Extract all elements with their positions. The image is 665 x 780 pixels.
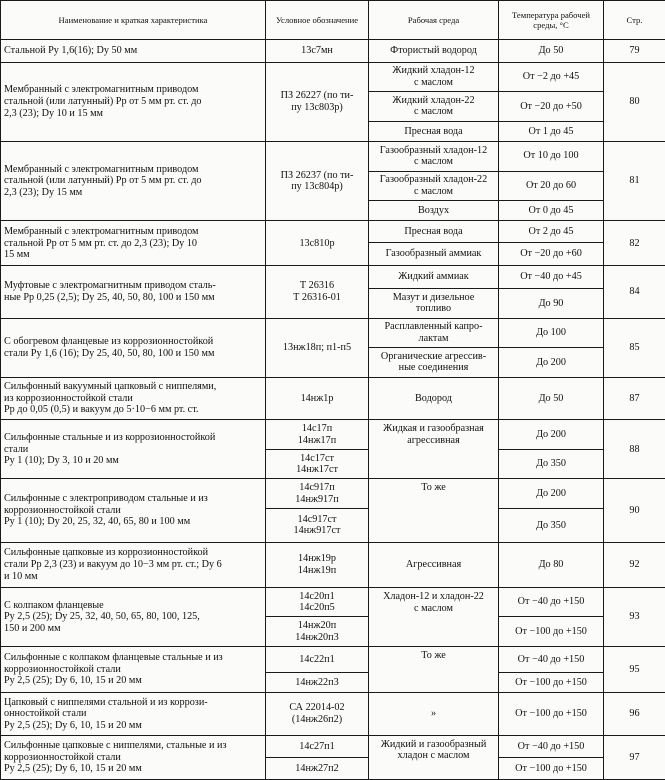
medium-temperature: До 350 <box>499 449 604 479</box>
groups.0.rows.0.medium-line: Фтористый водород <box>390 44 477 56</box>
page-number: 81 <box>604 141 665 220</box>
groups.8.shared_medium-line: То же <box>421 482 446 494</box>
medium-temperature: До 200 <box>499 420 604 450</box>
medium-temperature: До 100 <box>499 318 604 348</box>
medium-temperature: От −2 до +45 <box>499 62 604 92</box>
groups.2.rows.1.medium-line: с маслом <box>414 185 453 197</box>
groups.8.rows.0.code-line: 14нж917п <box>295 493 339 505</box>
medium-temperature: От −100 до +150 <box>499 693 604 736</box>
item-code <box>266 377 369 420</box>
medium-temperature: От −40 до +150 <box>499 647 604 673</box>
groups.5.rows.1.medium-line: ные соединения <box>398 362 469 374</box>
groups.10.rows.1.code-line: 14нж20п <box>297 620 337 632</box>
working-medium <box>369 121 499 141</box>
page-number: 87 <box>604 377 665 420</box>
groups.7.rows.0.code-line: 14с17п <box>301 422 333 434</box>
item-description <box>1 141 266 220</box>
groups.12.rows.0.medium-line: » <box>430 708 437 720</box>
groups.3.code-line: 13с810р <box>299 237 335 249</box>
medium-temperature: От 2 до 45 <box>499 221 604 242</box>
groups.3.desc-line: стальной Pр от 5 мм рт. ст. до 2,3 (23); Dу 10 <box>4 237 198 249</box>
groups.9.desc-line: и 10 мм <box>4 570 38 582</box>
groups.7.desc-line: Pу 1 (10); Dу 3, 10 и 20 мм <box>4 455 119 467</box>
item-code <box>266 508 369 542</box>
item-description <box>1 221 266 266</box>
medium-temperature: От 20 до 60 <box>499 171 604 201</box>
table-row <box>1 735 665 758</box>
item-code <box>266 758 369 780</box>
groups.5.rows.0.medium-line: лактам <box>418 332 449 344</box>
groups.8.rows.1.code-line: 14с917ст <box>297 513 337 525</box>
item-description <box>1 542 266 587</box>
groups.11.desc-line: Pу 2,5 (25); Dу 6, 10, 15 и 20 мм <box>4 675 142 687</box>
item-code <box>266 479 369 509</box>
item-description <box>1 377 266 420</box>
table-row <box>1 420 665 450</box>
item-description <box>1 420 266 479</box>
item-code <box>266 40 369 63</box>
groups.5.code-line: 13нж18п; п1-п5 <box>282 341 352 353</box>
item-code <box>266 672 369 692</box>
working-medium <box>369 40 499 63</box>
groups.4.rows.1.medium-line: топливо <box>415 303 452 315</box>
table-row <box>1 266 665 289</box>
item-code <box>266 693 369 736</box>
groups.12.desc-line: Pу 2,5 (25); Dу 6, 10, 15 и 20 мм <box>4 719 142 731</box>
groups.12.desc-line: Цапковый с ниппелями стальной и из коррози- <box>4 696 208 708</box>
page-number: 82 <box>604 221 665 266</box>
table-row <box>1 542 665 587</box>
working-medium <box>369 318 499 348</box>
groups.6.rows.0.medium-line: Водород <box>415 392 452 404</box>
groups.10.rows.0.code-line: 14с20п5 <box>299 602 335 614</box>
table-row <box>1 221 665 242</box>
groups.2.rows.1.medium-line: Газообразный хладон-22 <box>379 174 488 186</box>
groups.13.rows.0.code-line: 14с27п1 <box>299 740 335 752</box>
medium-temperature: От −100 до +150 <box>499 617 604 647</box>
header-code: Условное обозначение <box>266 1 369 40</box>
groups.5.desc-line: С обогревом фланцевые из коррозионностойкой <box>4 336 214 348</box>
medium-temperature: До 50 <box>499 377 604 420</box>
groups.0.code-line: 13с7мн <box>301 44 333 56</box>
groups.8.desc-line: Pу 1 (10); Dу 20, 25, 32, 40, 65, 80 и 100 мм <box>4 516 191 528</box>
working-medium <box>369 420 499 479</box>
groups.1.rows.2.medium-line: Пресная вода <box>404 125 463 137</box>
groups.3.desc-line: Мембранный с электромагнитным приводом <box>4 226 199 238</box>
groups.2.desc-line: Мембранный с электромагнитным приводом <box>4 163 199 175</box>
groups.9.desc-line: Сильфонные цапковые из коррозионностойкой <box>4 547 209 559</box>
page-number: 92 <box>604 542 665 587</box>
groups.1.code-line: пу 13с803р) <box>291 101 343 113</box>
groups.2.desc-line: стальной (или латунный) Pр от 5 мм рт. ст. до <box>4 175 202 187</box>
item-description <box>1 587 266 646</box>
groups.2.code-line: пу 13с804р) <box>291 181 343 193</box>
groups.2.code-line: ПЗ 26237 (по ти- <box>280 169 354 181</box>
page-number: 97 <box>604 735 665 779</box>
medium-temperature: До 200 <box>499 348 604 378</box>
groups.7.rows.0.code-line: 14нж17п <box>297 434 337 446</box>
groups.4.code-line: Т 26316-01 <box>293 292 341 304</box>
groups.13.desc-line: Pу 2,5 (25); Dу 6, 10, 15 и 20 мм <box>4 763 142 775</box>
groups.10.rows.1.code-line: 14нж20п3 <box>295 631 339 643</box>
working-medium <box>369 171 499 201</box>
groups.1.rows.1.medium-line: с маслом <box>414 106 453 118</box>
groups.3.desc-line: 15 мм <box>4 249 30 261</box>
working-medium <box>369 289 499 319</box>
item-code <box>266 449 369 479</box>
medium-temperature: До 90 <box>499 289 604 319</box>
groups.6.desc-line: из коррозионностойкой стали <box>4 392 133 404</box>
item-description <box>1 693 266 736</box>
groups.2.desc-line: 2,3 (23); Dу 15 мм <box>4 186 83 198</box>
groups.2.rows.2.medium-line: Воздух <box>417 204 450 216</box>
table-row <box>1 479 665 509</box>
page-number: 84 <box>604 266 665 318</box>
item-code <box>266 266 369 318</box>
working-medium <box>369 542 499 587</box>
groups.6.code-line: 14нж1р <box>300 392 334 404</box>
page-number: 90 <box>604 479 665 542</box>
item-code <box>266 617 369 647</box>
item-description <box>1 647 266 693</box>
medium-temperature: От 10 до 100 <box>499 141 604 171</box>
groups.4.desc-line: Муфтовые с электромагнитным приводом сталь- <box>4 280 216 292</box>
groups.9.code-line: 14нж19п <box>297 564 337 576</box>
page-number: 79 <box>604 40 665 63</box>
groups.1.rows.1.medium-line: Жидкий хладон-22 <box>392 94 475 106</box>
groups.1.rows.0.medium-line: Жидкий хладон-12 <box>392 65 475 77</box>
groups.11.desc-line: Сильфонные с колпаком фланцевые стальные и из <box>4 652 223 664</box>
working-medium <box>369 221 499 242</box>
groups.2.rows.0.medium-line: с маслом <box>414 156 453 168</box>
groups.1.desc-line: 2,3 (23); Dу 10 и 15 мм <box>4 107 103 119</box>
groups.11.rows.0.code-line: 14с22п1 <box>299 653 335 665</box>
groups.7.shared_medium-line: Жидкая и газообразная <box>383 423 484 435</box>
groups.8.desc-line: Сильфонные с электроприводом стальные и из <box>4 493 208 505</box>
groups.11.rows.1.code-line: 14нж22п3 <box>295 676 339 688</box>
medium-temperature: До 200 <box>499 479 604 509</box>
groups.7.desc-line: Сильфонные стальные и из коррозионностойкой <box>4 431 216 443</box>
working-medium <box>369 141 499 171</box>
item-description <box>1 735 266 779</box>
groups.2.rows.0.medium-line: Газообразный хладон-12 <box>379 144 488 156</box>
groups.10.rows.0.code-line: 14с20п1 <box>299 590 335 602</box>
working-medium <box>369 587 499 646</box>
medium-temperature: От −100 до +150 <box>499 672 604 692</box>
item-description <box>1 266 266 318</box>
medium-temperature: До 50 <box>499 40 604 63</box>
page-number: 95 <box>604 647 665 693</box>
groups.10.shared_medium-line: Хладон-12 и хладон-22 <box>383 590 484 602</box>
table-row <box>1 62 665 92</box>
groups.3.rows.0.medium-line: Пресная вода <box>404 225 463 237</box>
groups.8.rows.1.code-line: 14нж917ст <box>293 525 341 537</box>
header-name: Наименование и краткая характеристика <box>1 1 266 40</box>
table-row <box>1 318 665 348</box>
groups.4.code-line: Т 26316 <box>299 280 335 292</box>
item-code <box>266 318 369 377</box>
groups.3.rows.1.medium-line: Газообразный аммиак <box>385 248 482 260</box>
header-page: Стр. <box>604 1 665 40</box>
medium-temperature: До 350 <box>499 508 604 542</box>
groups.5.rows.1.medium-line: Органические агрессив- <box>380 350 487 362</box>
header-temp: Температура рабочей среды, °С <box>499 1 604 40</box>
working-medium <box>369 735 499 779</box>
page-number: 85 <box>604 318 665 377</box>
table-body <box>1 40 665 780</box>
working-medium <box>369 266 499 289</box>
groups.5.rows.0.medium-line: Расплавленный капро- <box>384 321 483 333</box>
item-description <box>1 62 266 141</box>
groups.4.desc-line: ные Pр 0,25 (2,5); Dу 25, 40, 50, 80, 100 и 150 мм <box>4 292 215 304</box>
groups.11.shared_medium-line: То же <box>421 650 446 661</box>
groups.5.desc-line: стали Pу 1,6 (16); Dу 25, 40, 50, 80, 100 и 150 мм <box>4 347 215 359</box>
groups.11.desc-line: коррозионностойкой стали <box>4 663 121 675</box>
working-medium <box>369 693 499 736</box>
groups.9.desc-line: стали Pр 2,3 (23) и вакуум до 10−3 мм рт. ст.; Dу 6 <box>4 559 222 571</box>
groups.7.rows.1.code-line: 14с17ст <box>300 452 334 464</box>
medium-temperature: От −40 до +150 <box>499 587 604 617</box>
medium-temperature: От −20 до +50 <box>499 92 604 122</box>
groups.9.rows.0.medium-line: Агрессивная <box>405 559 462 571</box>
item-code <box>266 542 369 587</box>
groups.9.code-line: 14нж19р <box>298 553 336 565</box>
item-code <box>266 62 369 141</box>
medium-temperature: От −40 до +150 <box>499 735 604 758</box>
page-number: 80 <box>604 62 665 141</box>
groups.7.rows.1.code-line: 14нж17ст <box>296 464 338 476</box>
table-row <box>1 40 665 63</box>
medium-temperature: От −20 до +60 <box>499 242 604 266</box>
groups.1.code-line: ПЗ 26227 (по ти- <box>280 90 354 102</box>
page-number: 88 <box>604 420 665 479</box>
item-code <box>266 735 369 758</box>
medium-temperature: От 1 до 45 <box>499 121 604 141</box>
medium-temperature: От −100 до +150 <box>499 758 604 780</box>
working-medium <box>369 647 499 693</box>
groups.8.rows.0.code-line: 14с917п <box>299 482 335 494</box>
working-medium <box>369 242 499 266</box>
item-code <box>266 420 369 450</box>
groups.6.desc-line: Pр до 0,05 (0,5) и вакуум до 5·10−6 мм рт. ст. <box>4 404 199 416</box>
groups.12.code-line: (14нж26п2) <box>291 714 343 726</box>
groups.13.desc-line: коррозионностойкой стали <box>4 751 121 763</box>
groups.0.desc-line: Стальной Pу 1,6(16); Dу 50 мм <box>4 44 138 56</box>
groups.10.shared_medium-line: с маслом <box>414 602 453 614</box>
page-number: 96 <box>604 693 665 736</box>
groups.13.shared_medium-line: Жидкий и газообразный <box>380 738 487 750</box>
groups.10.desc-line: С колпаком фланцевые <box>4 599 104 611</box>
working-medium <box>369 201 499 221</box>
table-header-row <box>1 1 665 40</box>
item-description <box>1 318 266 377</box>
item-code <box>266 141 369 220</box>
groups.6.desc-line: Сильфонный вакуумный цапковый с ниппелями, <box>4 381 217 393</box>
item-code <box>266 647 369 673</box>
groups.13.desc-line: Сильфонные цапковые с ниппелями, стальные и из <box>4 740 227 752</box>
groups.10.desc-line: Pу 2,5 (25); Dу 25, 32, 40, 50, 65, 80, 100, 125, <box>4 611 200 623</box>
working-medium <box>369 377 499 420</box>
groups.12.desc-line: онностойкой стали <box>4 708 87 720</box>
working-medium <box>369 92 499 122</box>
working-medium <box>369 479 499 542</box>
medium-temperature: От 0 до 45 <box>499 201 604 221</box>
groups.1.rows.0.medium-line: с маслом <box>414 76 453 88</box>
working-medium <box>369 348 499 378</box>
groups.7.shared_medium-line: агрессивная <box>407 434 460 446</box>
groups.10.desc-line: 150 и 200 мм <box>4 622 61 634</box>
page-number: 93 <box>604 587 665 646</box>
groups.4.rows.0.medium-line: Жидкий аммиак <box>398 271 469 283</box>
item-description <box>1 40 266 63</box>
groups.1.desc-line: Мембранный с электромагнитным приводом <box>4 84 199 96</box>
groups.12.code-line: СА 22014-02 <box>289 702 345 714</box>
groups.13.rows.1.code-line: 14нж27п2 <box>295 762 339 774</box>
table-row <box>1 693 665 736</box>
groups.1.desc-line: стальной (или латунный) Pр от 5 мм рт. ст. до <box>4 95 202 107</box>
item-description <box>1 479 266 542</box>
item-code <box>266 587 369 617</box>
table-row <box>1 587 665 617</box>
table-row <box>1 141 665 171</box>
groups.7.desc-line: стали <box>4 443 29 455</box>
groups.13.shared_medium-line: хладон с маслом <box>397 750 470 762</box>
groups.8.desc-line: коррозионностойкой стали <box>4 504 121 516</box>
groups.4.rows.1.medium-line: Мазут и дизельное <box>392 291 475 303</box>
working-medium <box>369 62 499 92</box>
medium-temperature: До 80 <box>499 542 604 587</box>
header-medium: Рабочая среда <box>369 1 499 40</box>
table-row <box>1 647 665 673</box>
medium-temperature: От −40 до +45 <box>499 266 604 289</box>
table-row <box>1 377 665 420</box>
item-code <box>266 221 369 266</box>
